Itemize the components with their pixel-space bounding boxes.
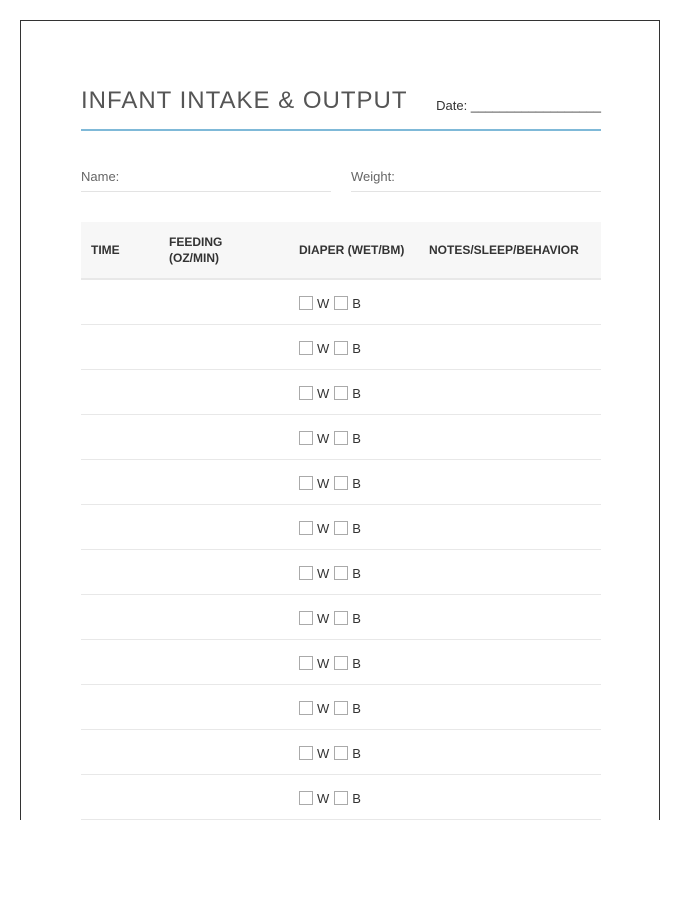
weight-label: Weight:	[351, 169, 395, 184]
bm-checkbox[interactable]	[334, 746, 348, 760]
diaper-cell	[299, 700, 366, 716]
table-body	[81, 280, 601, 820]
bm-label: B	[352, 295, 361, 311]
table-row	[81, 505, 601, 550]
bm-label: B	[352, 430, 361, 446]
diaper-cell	[299, 565, 366, 581]
weight-field[interactable]	[351, 166, 601, 192]
bm-checkbox[interactable]	[334, 656, 348, 670]
bm-checkbox[interactable]	[334, 611, 348, 625]
wet-checkbox[interactable]	[299, 566, 313, 580]
name-field[interactable]	[81, 166, 331, 192]
wet-label: W	[317, 520, 330, 536]
bm-checkbox[interactable]	[334, 791, 348, 805]
bm-checkbox[interactable]	[334, 341, 348, 355]
table-row	[81, 640, 601, 685]
bm-label: B	[352, 385, 361, 401]
table-row	[81, 325, 601, 370]
table-row	[81, 595, 601, 640]
table-row	[81, 775, 601, 820]
wet-checkbox[interactable]	[299, 386, 313, 400]
diaper-cell	[299, 790, 366, 806]
wet-label: W	[317, 430, 330, 446]
wet-label: W	[317, 655, 330, 671]
wet-checkbox[interactable]	[299, 521, 313, 535]
bm-label: B	[352, 340, 361, 356]
diaper-cell	[299, 610, 366, 626]
bm-label: B	[352, 745, 361, 761]
table-row	[81, 415, 601, 460]
diaper-cell	[299, 475, 366, 491]
bm-label: B	[352, 475, 361, 491]
wet-checkbox[interactable]	[299, 746, 313, 760]
wet-checkbox[interactable]	[299, 341, 313, 355]
wet-checkbox[interactable]	[299, 656, 313, 670]
wet-checkbox[interactable]	[299, 431, 313, 445]
bm-checkbox[interactable]	[334, 386, 348, 400]
log-sheet	[20, 20, 660, 820]
header-time: TIME	[91, 243, 120, 257]
bm-label: B	[352, 520, 361, 536]
table-row	[81, 685, 601, 730]
diaper-cell	[299, 745, 366, 761]
bm-label: B	[352, 610, 361, 626]
wet-label: W	[317, 790, 330, 806]
sheet-header	[81, 87, 601, 131]
wet-label: W	[317, 700, 330, 716]
date-field[interactable]: Date: __________________	[436, 98, 601, 113]
table-row	[81, 730, 601, 775]
table-header	[81, 222, 601, 280]
wet-label: W	[317, 475, 330, 491]
wet-label: W	[317, 745, 330, 761]
table-row	[81, 550, 601, 595]
wet-label: W	[317, 295, 330, 311]
diaper-cell	[299, 430, 366, 446]
diaper-cell	[299, 520, 366, 536]
wet-checkbox[interactable]	[299, 701, 313, 715]
diaper-cell	[299, 340, 366, 356]
wet-checkbox[interactable]	[299, 296, 313, 310]
bm-checkbox[interactable]	[334, 476, 348, 490]
bm-label: B	[352, 790, 361, 806]
bm-label: B	[352, 565, 361, 581]
bm-checkbox[interactable]	[334, 566, 348, 580]
diaper-cell	[299, 655, 366, 671]
info-fields	[81, 166, 601, 194]
wet-label: W	[317, 565, 330, 581]
bm-checkbox[interactable]	[334, 521, 348, 535]
bm-checkbox[interactable]	[334, 701, 348, 715]
table-row	[81, 370, 601, 415]
wet-checkbox[interactable]	[299, 611, 313, 625]
bm-checkbox[interactable]	[334, 431, 348, 445]
bm-label: B	[352, 655, 361, 671]
page-title: INFANT INTAKE & OUTPUT	[81, 87, 408, 114]
header-notes: NOTES/SLEEP/BEHAVIOR	[429, 243, 579, 257]
bm-checkbox[interactable]	[334, 296, 348, 310]
wet-label: W	[317, 610, 330, 626]
name-label: Name:	[81, 169, 120, 184]
intake-output-table	[81, 222, 601, 820]
table-row	[81, 280, 601, 325]
header-feeding: FEEDING (OZ/MIN)	[169, 235, 223, 265]
wet-checkbox[interactable]	[299, 791, 313, 805]
diaper-cell	[299, 295, 366, 311]
wet-checkbox[interactable]	[299, 476, 313, 490]
table-row	[81, 460, 601, 505]
bm-label: B	[352, 700, 361, 716]
header-diaper: DIAPER (WET/BM)	[299, 243, 405, 257]
wet-label: W	[317, 340, 330, 356]
wet-label: W	[317, 385, 330, 401]
diaper-cell	[299, 385, 366, 401]
